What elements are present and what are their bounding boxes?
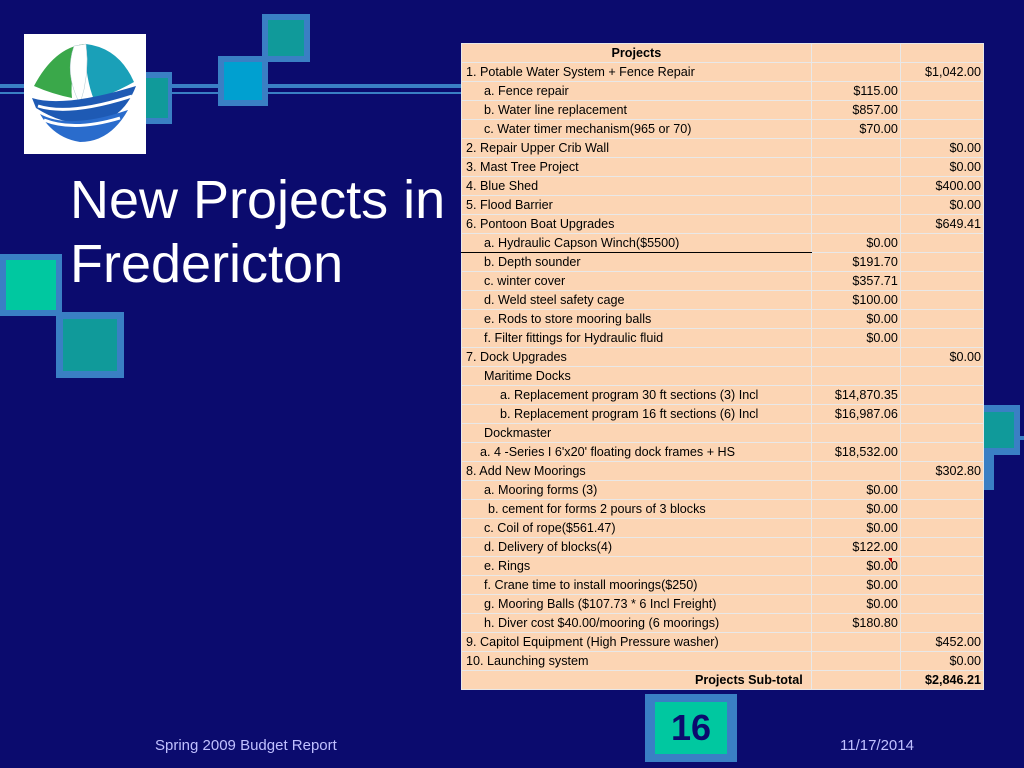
row-total: [900, 481, 983, 500]
row-amount: $0.00: [811, 500, 900, 519]
table-row: [462, 500, 984, 519]
comment-marker-icon: [888, 558, 892, 563]
row-label: g. Mooring Balls ($107.73 * 6 Incl Freight): [462, 595, 812, 614]
row-total: $302.80: [900, 462, 983, 481]
row-total: [900, 500, 983, 519]
row-label: b. cement for forms 2 pours of 3 blocks: [462, 500, 812, 519]
row-amount: [811, 63, 900, 82]
row-total: [900, 386, 983, 405]
row-total: [900, 405, 983, 424]
row-amount: [811, 462, 900, 481]
decorative-square: [984, 412, 1014, 448]
row-amount: $16,987.06: [811, 405, 900, 424]
row-label: 1. Potable Water System + Fence Repair: [462, 63, 812, 82]
empty-cell: [811, 671, 900, 690]
decorative-square: [224, 62, 262, 100]
row-total: $0.00: [900, 158, 983, 177]
row-amount: $0.00: [811, 310, 900, 329]
row-amount: $115.00: [811, 82, 900, 101]
row-total: [900, 367, 983, 386]
table-row: [462, 291, 984, 310]
row-amount: $0.00: [811, 595, 900, 614]
row-amount: $0.00: [811, 329, 900, 348]
row-amount: [811, 139, 900, 158]
table-row: [462, 101, 984, 120]
row-total: [900, 557, 983, 576]
table-row: [462, 253, 984, 272]
table-row: [462, 614, 984, 633]
row-label: 6. Pontoon Boat Upgrades: [462, 215, 812, 234]
row-amount: [811, 652, 900, 671]
row-total: $649.41: [900, 215, 983, 234]
projects-budget-table: [461, 43, 984, 690]
table-row: [462, 462, 984, 481]
row-label: b. Depth sounder: [462, 253, 812, 272]
row-label: 4. Blue Shed: [462, 177, 812, 196]
row-total: [900, 120, 983, 139]
row-label: 5. Flood Barrier: [462, 196, 812, 215]
row-label: b. Water line replacement: [462, 101, 812, 120]
decorative-square: [6, 260, 56, 310]
row-total: $0.00: [900, 196, 983, 215]
row-total: [900, 424, 983, 443]
table-row: [462, 443, 984, 462]
row-label: f. Filter fittings for Hydraulic fluid: [462, 329, 812, 348]
row-amount: $0.00: [811, 234, 900, 253]
row-label: 10. Launching system: [462, 652, 812, 671]
row-amount: [811, 633, 900, 652]
table-row: [462, 120, 984, 139]
table-header-row: [462, 44, 984, 63]
row-label: e. Rods to store mooring balls: [462, 310, 812, 329]
row-total: [900, 310, 983, 329]
decorative-square: [146, 78, 168, 118]
row-amount: $857.00: [811, 101, 900, 120]
table-row: [462, 424, 984, 443]
table-row: [462, 177, 984, 196]
table-row: [462, 538, 984, 557]
row-label: d. Delivery of blocks(4): [462, 538, 812, 557]
table-row: [462, 367, 984, 386]
row-label: f. Crane time to install moorings($250): [462, 576, 812, 595]
row-total: [900, 82, 983, 101]
row-total: [900, 614, 983, 633]
empty-cell: [900, 44, 983, 63]
row-label: a. Mooring forms (3): [462, 481, 812, 500]
row-amount: $357.71: [811, 272, 900, 291]
row-label: 8. Add New Moorings: [462, 462, 812, 481]
title-line-1: New Projects in: [70, 170, 446, 230]
table-row: [462, 158, 984, 177]
table-row: [462, 348, 984, 367]
row-amount: $180.80: [811, 614, 900, 633]
footer-date: 11/17/2014: [840, 737, 914, 754]
table-row: [462, 139, 984, 158]
table-row: [462, 576, 984, 595]
table-row: [462, 519, 984, 538]
row-total: [900, 595, 983, 614]
row-amount: [811, 424, 900, 443]
row-total: $452.00: [900, 633, 983, 652]
empty-cell: [811, 44, 900, 63]
table-row: [462, 557, 984, 576]
row-total: [900, 519, 983, 538]
subtotal-label: Projects Sub-total: [462, 671, 812, 690]
row-label: b. Replacement program 16 ft sections (6) Incl: [462, 405, 812, 424]
row-amount: $14,870.35: [811, 386, 900, 405]
row-total: $1,042.00: [900, 63, 983, 82]
row-amount: $100.00: [811, 291, 900, 310]
row-amount: $0.00: [811, 519, 900, 538]
table-row: [462, 405, 984, 424]
row-amount: $18,532.00: [811, 443, 900, 462]
row-total: $0.00: [900, 139, 983, 158]
row-amount: $191.70: [811, 253, 900, 272]
row-label: 2. Repair Upper Crib Wall: [462, 139, 812, 158]
row-total: $400.00: [900, 177, 983, 196]
row-amount: [811, 215, 900, 234]
table-row: [462, 310, 984, 329]
table-header: Projects: [462, 44, 812, 63]
row-amount: [811, 177, 900, 196]
table-row: [462, 386, 984, 405]
row-amount: [811, 348, 900, 367]
row-label: 9. Capitol Equipment (High Pressure washer): [462, 633, 812, 652]
circular-water-wave-logo-icon: [24, 34, 146, 154]
row-amount: $0.00: [811, 557, 900, 576]
table-row: [462, 82, 984, 101]
decorative-square: [268, 20, 304, 56]
row-label: Maritime Docks: [462, 367, 812, 386]
logo: [24, 34, 146, 154]
title-line-2: Fredericton: [70, 234, 344, 294]
row-label: a. Fence repair: [462, 82, 812, 101]
row-amount: $0.00: [811, 481, 900, 500]
row-total: [900, 234, 983, 253]
row-label: c. Coil of rope($561.47): [462, 519, 812, 538]
row-amount: [811, 158, 900, 177]
table-row: [462, 272, 984, 291]
row-label: a. Replacement program 30 ft sections (3) Incl: [462, 386, 812, 405]
row-label: c. winter cover: [462, 272, 812, 291]
row-total: $0.00: [900, 652, 983, 671]
row-label: 7. Dock Upgrades: [462, 348, 812, 367]
row-total: [900, 329, 983, 348]
table-row: [462, 63, 984, 82]
row-amount: [811, 196, 900, 215]
table-row: [462, 595, 984, 614]
row-label: e. Rings: [462, 557, 812, 576]
row-total: [900, 253, 983, 272]
row-label: 3. Mast Tree Project: [462, 158, 812, 177]
table-row: [462, 481, 984, 500]
row-label: Dockmaster: [462, 424, 812, 443]
row-amount: $0.00: [811, 576, 900, 595]
page-number: 16: [655, 702, 727, 754]
table-row: [462, 215, 984, 234]
subtotal-row: [462, 671, 984, 690]
row-total: [900, 443, 983, 462]
footer-report-title: Spring 2009 Budget Report: [155, 737, 337, 754]
row-amount: $122.00: [811, 538, 900, 557]
row-total: [900, 538, 983, 557]
decorative-square: [63, 319, 117, 371]
row-total: $0.00: [900, 348, 983, 367]
row-label: d. Weld steel safety cage: [462, 291, 812, 310]
row-label: c. Water timer mechanism(965 or 70): [462, 120, 812, 139]
row-amount: $70.00: [811, 120, 900, 139]
row-label: h. Diver cost $40.00/mooring (6 moorings): [462, 614, 812, 633]
slide-title: [70, 168, 445, 296]
row-amount: [811, 367, 900, 386]
row-label: a. 4 -Series I 6'x20' floating dock frames + HS: [462, 443, 812, 462]
row-label: a. Hydraulic Capson Winch($5500): [462, 234, 812, 253]
page-number-box: [645, 694, 737, 762]
decorative-square: [984, 452, 994, 490]
row-total: [900, 101, 983, 120]
row-total: [900, 272, 983, 291]
table-row: [462, 652, 984, 671]
table-row: [462, 329, 984, 348]
row-total: [900, 291, 983, 310]
subtotal-value: $2,846.21: [900, 671, 983, 690]
table-row: [462, 234, 984, 253]
row-total: [900, 576, 983, 595]
table-row: [462, 196, 984, 215]
table-row: [462, 633, 984, 652]
